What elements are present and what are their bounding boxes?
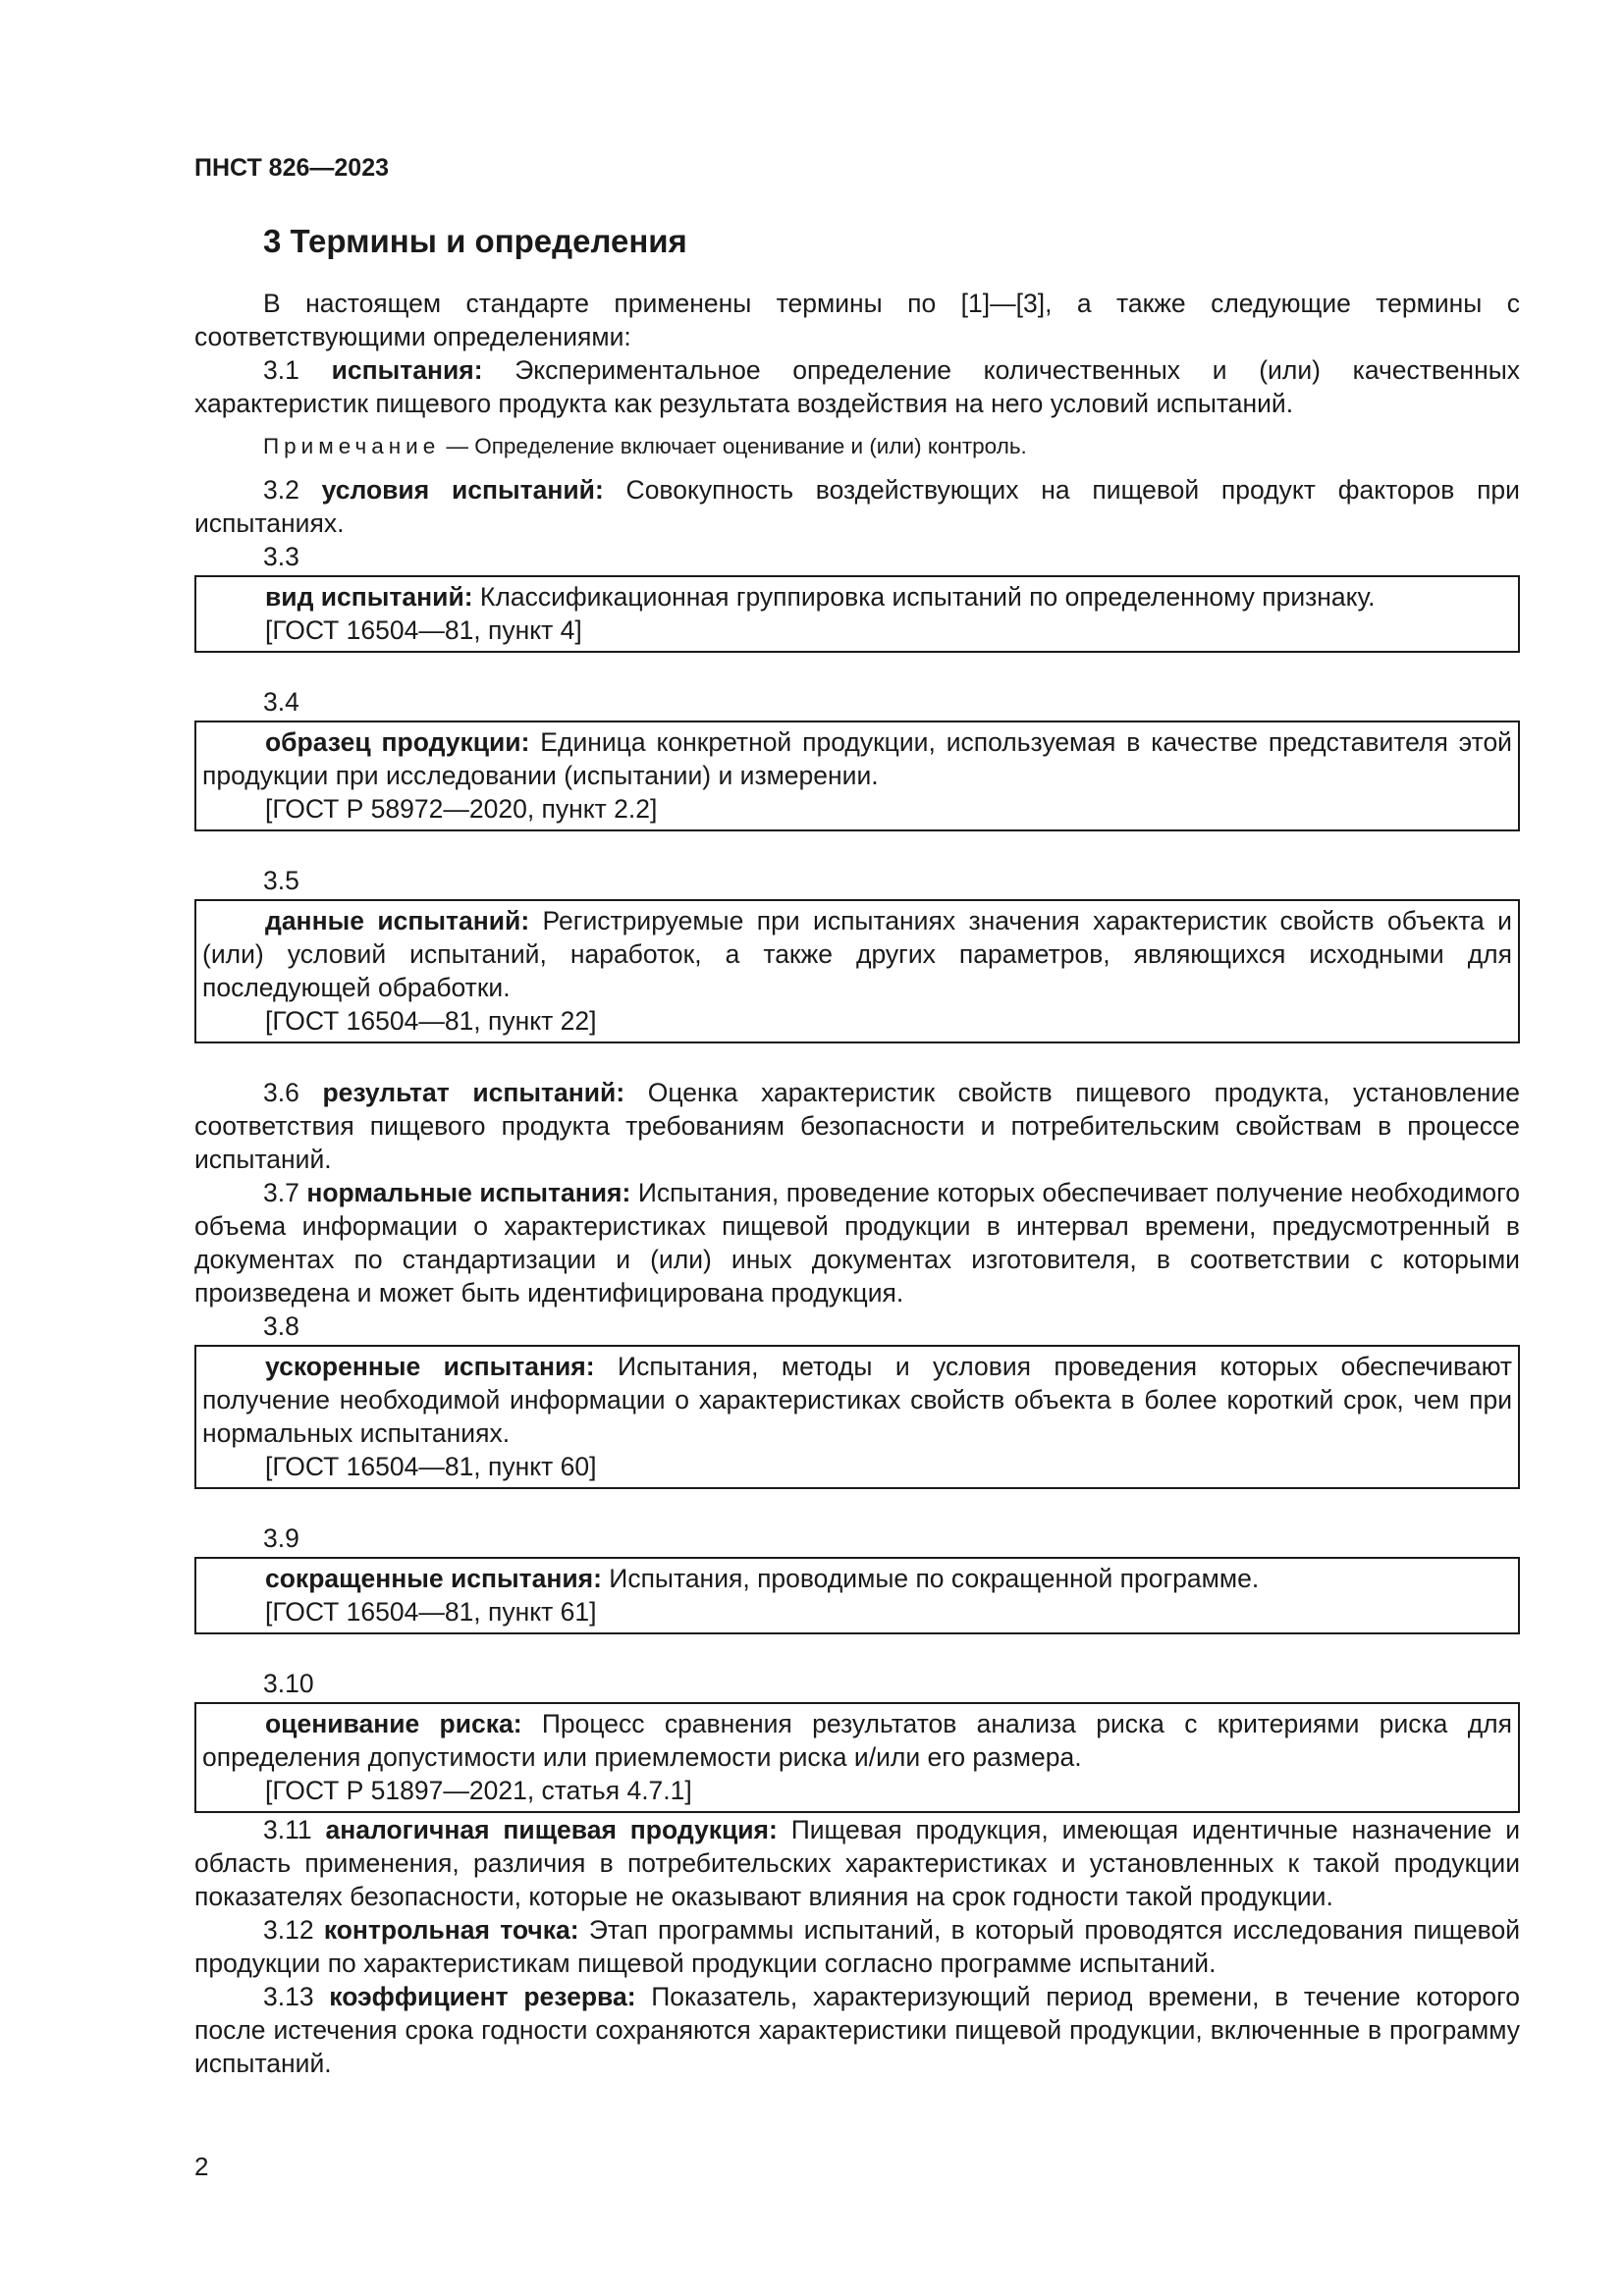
term-name: данные испытаний: [265,906,530,935]
term-name: сокращенные испытания: [265,1564,602,1593]
term-number: 3.5 [263,866,299,895]
term-source: [ГОСТ 16504—81, пункт 61] [265,1597,597,1627]
section-title: 3 Термины и определения [263,223,687,259]
term-definition: Совокупность воздействующих на пищевой продукт факторов при испытаниях. [194,475,1520,538]
term-number: 3.8 [263,1311,299,1341]
term-definition: Единица конкретной продукции, используемая в качестве представителя этой продукции при исследовании (испытании) и измерении. [202,727,1512,790]
term-name: образец продукции: [265,727,530,757]
term-definition: Испытания, методы и условия проведения которых обеспечивают получение необходимой информации о характеристиках свойств объекта в более короткий срок, чем при нормальных испытаниях. [202,1352,1512,1448]
term-box-3-3 [194,575,1520,653]
term-number: 3.4 [263,687,299,717]
term-source: [ГОСТ Р 58972—2020, пункт 2.2] [265,794,658,824]
term-number: 3.9 [263,1523,299,1553]
term-name: условия испытаний: [321,475,604,505]
term-source: [ГОСТ 16504—81, пункт 60] [265,1452,597,1481]
note-label: Примечание [263,434,441,458]
term-definition: Пищевая продукция, имеющая идентичные назначение и область применения, различия в потребительских характеристиках и установленных к такой продукции показателях безопасности, которые не оказывают влияния на срок годности такой продукции. [194,1815,1520,1911]
term-definition: Классификационная группировка испытаний по определенному признаку. [472,582,1376,612]
term-3-13: 3.13 коэффициент резерва: Показатель, характеризующий период времени, в течение которого после истечения срока годности сохраняются характеристики пищевой продукции, включенные в программу испытаний. [194,1982,1520,2078]
term-box-3-4 [194,721,1520,831]
term-source: [ГОСТ 16504—81, пункт 4] [265,615,582,645]
note-text: — Определение включает оценивание и (или) контроль. [440,434,1027,458]
term-name: испытания: [331,355,483,385]
term-definition: Испытания, проведение которых обеспечивает получение необходимого объема информации о характеристиках пищевой продукции в интервал времени, предусмотренный в документах по стандартизации и (или) иных документах изготовителя, в соответствии с которыми произведена и может быть идентифицирована продукция. [194,1178,1520,1308]
term-name: результат испытаний: [322,1078,625,1107]
term-3-6: 3.6 результат испытаний: Оценка характеристик свойств пищевого продукта, установление соответствия пищевого продукта требованиям безопасности и потребительским свойствам в процессе испытаний. [194,1078,1520,1174]
term-3-1: 3.1 испытания: Экспериментальное определение количественных и (или) качественных характеристик пищевого продукта как результата воздействия на него условий испытаний. [194,355,1520,418]
term-source: [ГОСТ Р 51897—2021, статья 4.7.1] [265,1776,692,1805]
term-definition: Этап программы испытаний, в который проводятся исследования пищевой продукции по характеристикам пищевой продукции согласно программе испытаний. [194,1915,1520,1978]
term-box-3-8 [194,1345,1520,1489]
term-definition: Оценка характеристик свойств пищевого продукта, установление соответствия пищевого продукта требованиям безопасности и потребительским свойствам в процессе испытаний. [194,1078,1520,1174]
term-source: [ГОСТ 16504—81, пункт 22] [265,1006,597,1036]
term-3-7: 3.7 нормальные испытания: Испытания, проведение которых обеспечивает получение необходимого объема информации о характеристиках пищевой продукции в интервал времени, предусмотренный в документах по стандартизации и (или) иных документах изготовителя, в соответствии с которыми произведена и может быть идентифицирована продукция. [194,1178,1520,1308]
note [194,430,1520,463]
term-definition: Экспериментальное определение количественных и (или) качественных характеристик пищевого продукта как результата воздействия на него условий испытаний. [194,355,1520,418]
term-definition: Показатель, характеризующий период времени, в течение которого после истечения срока годности сохраняются характеристики пищевой продукции, включенные в программу испытаний. [194,1982,1520,2078]
term-name: вид испытаний: [265,582,473,612]
term-name: нормальные испытания: [306,1178,631,1207]
term-definition: Испытания, проводимые по сокращенной программе. [601,1564,1260,1593]
term-name: контрольная точка: [323,1915,579,1945]
term-box-3-5 [194,899,1520,1043]
term-3-2: 3.2 условия испытаний: Совокупность воздействующих на пищевой продукт факторов при испытаниях. [194,475,1520,538]
standard-code: ПНСТ 826—2023 [194,154,389,182]
intro-paragraph: В настоящем стандарте применены термины по [1]—[3], а также следующие термины с соответствующими определениями: [194,289,1520,351]
term-number: 3.3 [263,542,299,571]
terms-content [194,287,1520,2080]
term-name: аналогичная пищевая продукция: [325,1815,778,1844]
term-definition: Процесс сравнения результатов анализа риска с критериями риска для определения допустимости или приемлемости риска и/или его размера. [202,1709,1512,1772]
term-definition: Регистрируемые при испытаниях значения характеристик свойств объекта и (или) условий испытаний, наработок, а также других параметров, являющихся исходными для последующей обработки. [202,906,1512,1002]
term-name: коэффициент резерва: [329,1982,636,2011]
term-number: 3.10 [263,1669,314,1698]
term-3-12: 3.12 контрольная точка: Этап программы испытаний, в который проводятся исследования пищевой продукции по характеристикам пищевой продукции согласно программе испытаний. [194,1915,1520,1978]
term-3-11: 3.11 аналогичная пищевая продукция: Пищевая продукция, имеющая идентичные назначение и область применения, различия в потребительских характеристиках и установленных к такой продукции показателях безопасности, которые не оказывают влияния на срок годности такой продукции. [194,1815,1520,1911]
term-box-3-9 [194,1557,1520,1634]
term-name: оценивание риска: [265,1709,522,1738]
page-number: 2 [194,2152,209,2181]
term-box-3-10 [194,1702,1520,1813]
term-name: ускоренные испытания: [265,1352,595,1381]
